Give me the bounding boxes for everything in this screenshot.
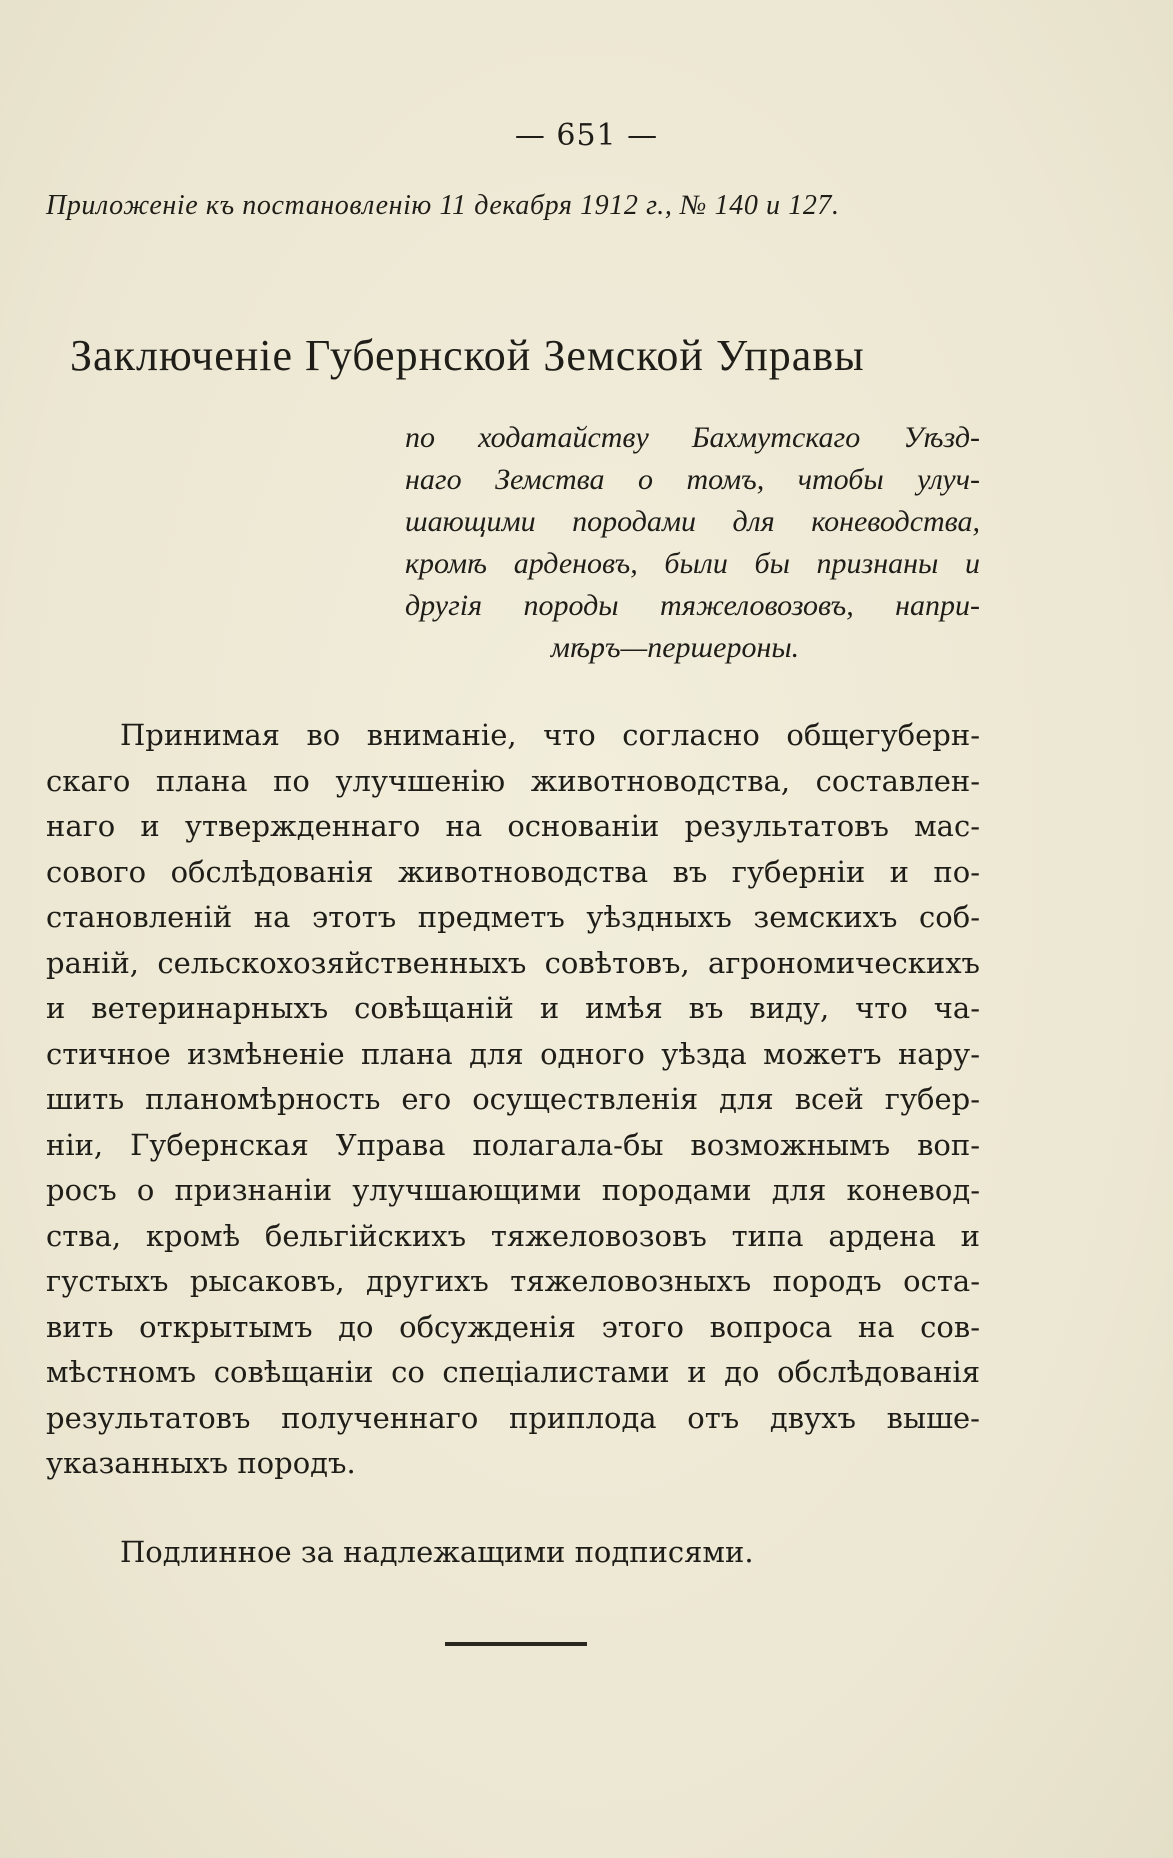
body-line: мѣстномъ совѣщаніи со спеціалистами и до обслѣдованія [46, 1355, 980, 1389]
body-line: указанныхъ породъ. [46, 1446, 356, 1480]
body-line: и ветеринарныхъ совѣщаній и имѣя въ виду, что ча- [46, 991, 980, 1025]
page-number: — 651 — [514, 118, 659, 153]
subtitle-line: по ходатайству Бахмутскаго Уѣзд- [405, 421, 980, 454]
body-line: Принимая во вниманіе, что согласно общегуберн- [120, 718, 980, 752]
body-line: густыхъ рысаковъ, другихъ тяжеловозныхъ породъ оста- [46, 1264, 980, 1298]
end-rule [445, 1642, 587, 1646]
body-line: результатовъ полученнаго приплода отъ двухъ выше- [46, 1400, 980, 1435]
appendix-reference: Приложеніе къ постановленію 11 декабря 1912 г., № 140 и 127. [46, 190, 840, 221]
body-line: ства, кромѣ бельгійскихъ тяжеловозовъ типа ардена и [46, 1218, 980, 1253]
body-line: сового обслѣдованія животноводства въ губерніи и по- [46, 854, 980, 889]
body-line: скаго плана по улучшенію животноводства, составлен- [46, 763, 980, 798]
subtitle-line: наго Земства о томъ, чтобы улуч- [405, 463, 980, 496]
body-paragraph [46, 713, 980, 1487]
document-title: Заключеніе Губернской Земской Управы [70, 331, 865, 380]
body-line: росъ о признаніи улучшающими породами для коневод- [46, 1173, 980, 1207]
document-subtitle [405, 417, 980, 669]
subtitle-line: мѣръ—першероны. [550, 631, 800, 664]
subtitle-line: другія породы тяжеловозовъ, напри- [405, 589, 980, 622]
subtitle-line: шающими породами для коневодства, [405, 505, 980, 538]
body-line: стичное измѣненіе плана для одного уѣзда можетъ нару- [46, 1036, 980, 1071]
body-line: раній, сельскохозяйственныхъ совѣтовъ, агрономическихъ [46, 945, 980, 980]
body-line: вить открытымъ до обсужденія этого вопроса на сов- [46, 1309, 980, 1344]
body-line: наго и утвержденнаго на основаніи результатовъ мас- [46, 809, 980, 843]
body-line: становленій на этотъ предметъ уѣздныхъ земскихъ соб- [46, 900, 980, 934]
body-line: ніи, Губернская Управа полагала-бы возможнымъ воп- [46, 1127, 980, 1162]
signature-note: Подлинное за надлежащими подписями. [120, 1535, 754, 1569]
subtitle-line: кромѣ арденовъ, были бы признаны и [405, 547, 980, 580]
body-line: шить планомѣрность его осуществленія для всей губер- [46, 1082, 980, 1116]
